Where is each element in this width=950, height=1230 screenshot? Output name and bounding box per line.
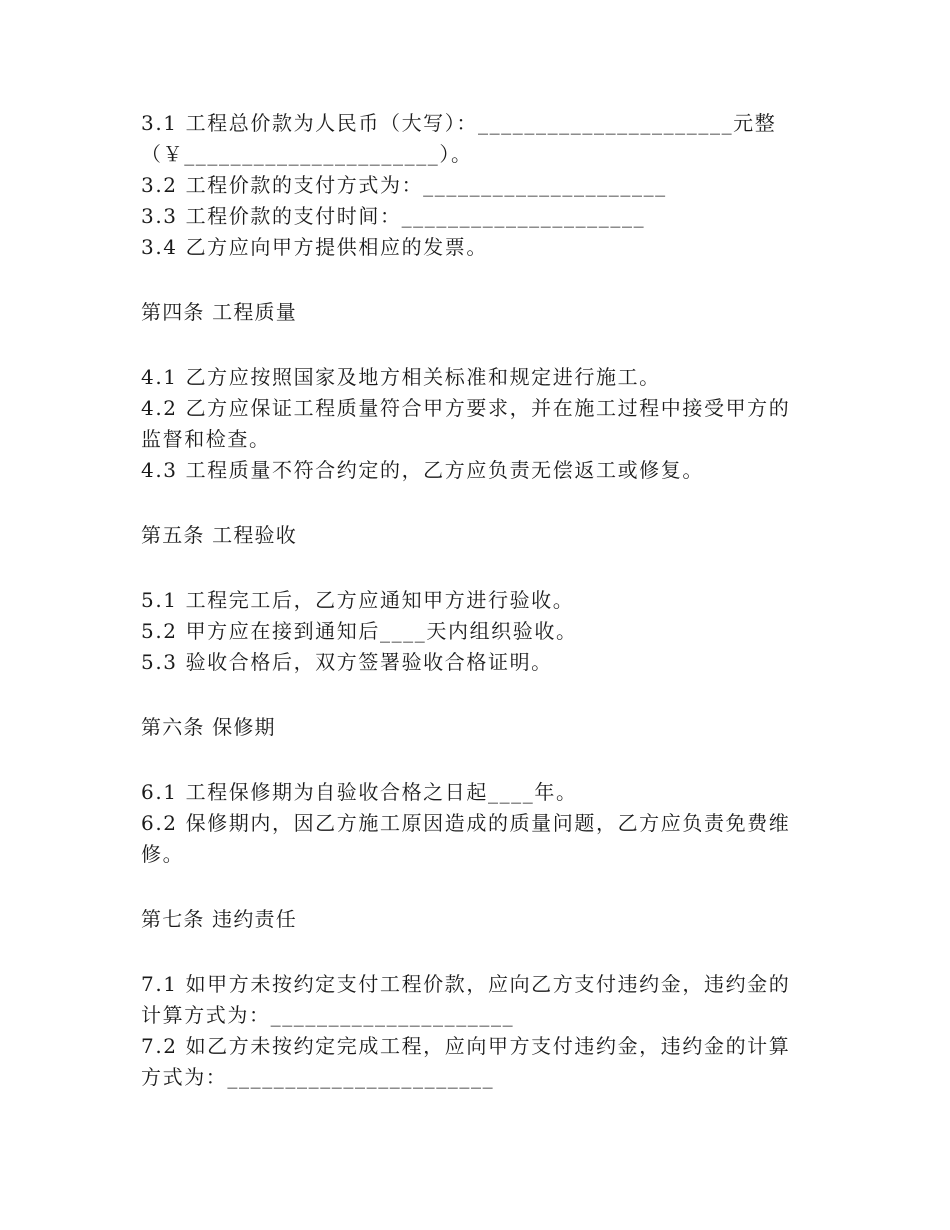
- clause-7-1: 7.1 如甲方未按约定支付工程价款，应向乙方支付违约金，违约金的: [141, 972, 791, 996]
- clause-4-3: 4.3 工程质量不符合约定的，乙方应负责无偿返工或修复。: [141, 458, 704, 482]
- clause-7-1-continued: 计算方式为：_____________________: [141, 1003, 515, 1027]
- clause-6-2: 6.2 保修期内，因乙方施工原因造成的质量问题，乙方应负责免费维: [141, 811, 791, 835]
- clause-6-1: 6.1 工程保修期为自验收合格之日起____年。: [141, 780, 578, 804]
- clause-5-2: 5.2 甲方应在接到通知后____天内组织验收。: [141, 619, 578, 643]
- section-7-title: 第七条 违约责任: [141, 907, 297, 931]
- clause-3-1-continued: （￥______________________）。: [141, 142, 473, 166]
- clause-4-2: 4.2 乙方应保证工程质量符合甲方要求，并在施工过程中接受甲方的: [141, 396, 791, 420]
- clause-4-2-continued: 监督和检查。: [141, 427, 271, 451]
- clause-3-3: 3.3 工程价款的支付时间：_____________________: [141, 204, 646, 228]
- clause-3-2: 3.2 工程价款的支付方式为：_____________________: [141, 173, 667, 197]
- clause-4-1: 4.1 乙方应按照国家及地方相关标准和规定进行施工。: [141, 365, 661, 389]
- section-5-body: [141, 585, 801, 678]
- clause-3-1: 3.1 工程总价款为人民币（大写）：______________________元整: [141, 111, 777, 135]
- clause-5-3: 5.3 验收合格后，双方签署验收合格证明。: [141, 650, 553, 674]
- clause-7-2: 7.2 如乙方未按约定完成工程，应向甲方支付违约金，违约金的计算: [141, 1034, 791, 1058]
- clause-6-2-continued: 修。: [141, 842, 185, 866]
- section-6-title: 第六条 保修期: [141, 715, 276, 739]
- section-7-body: [141, 969, 801, 1093]
- document-page: [141, 108, 801, 1093]
- section-3-body: [141, 108, 801, 263]
- clause-5-1: 5.1 工程完工后，乙方应通知甲方进行验收。: [141, 588, 575, 612]
- section-4-title: 第四条 工程质量: [141, 300, 297, 324]
- section-5-title: 第五条 工程验收: [141, 523, 297, 547]
- section-6-body: [141, 777, 801, 870]
- section-4-body: [141, 362, 801, 486]
- clause-3-4: 3.4 乙方应向甲方提供相应的发票。: [141, 235, 488, 259]
- clause-7-2-continued: 方式为：_______________________: [141, 1065, 495, 1089]
